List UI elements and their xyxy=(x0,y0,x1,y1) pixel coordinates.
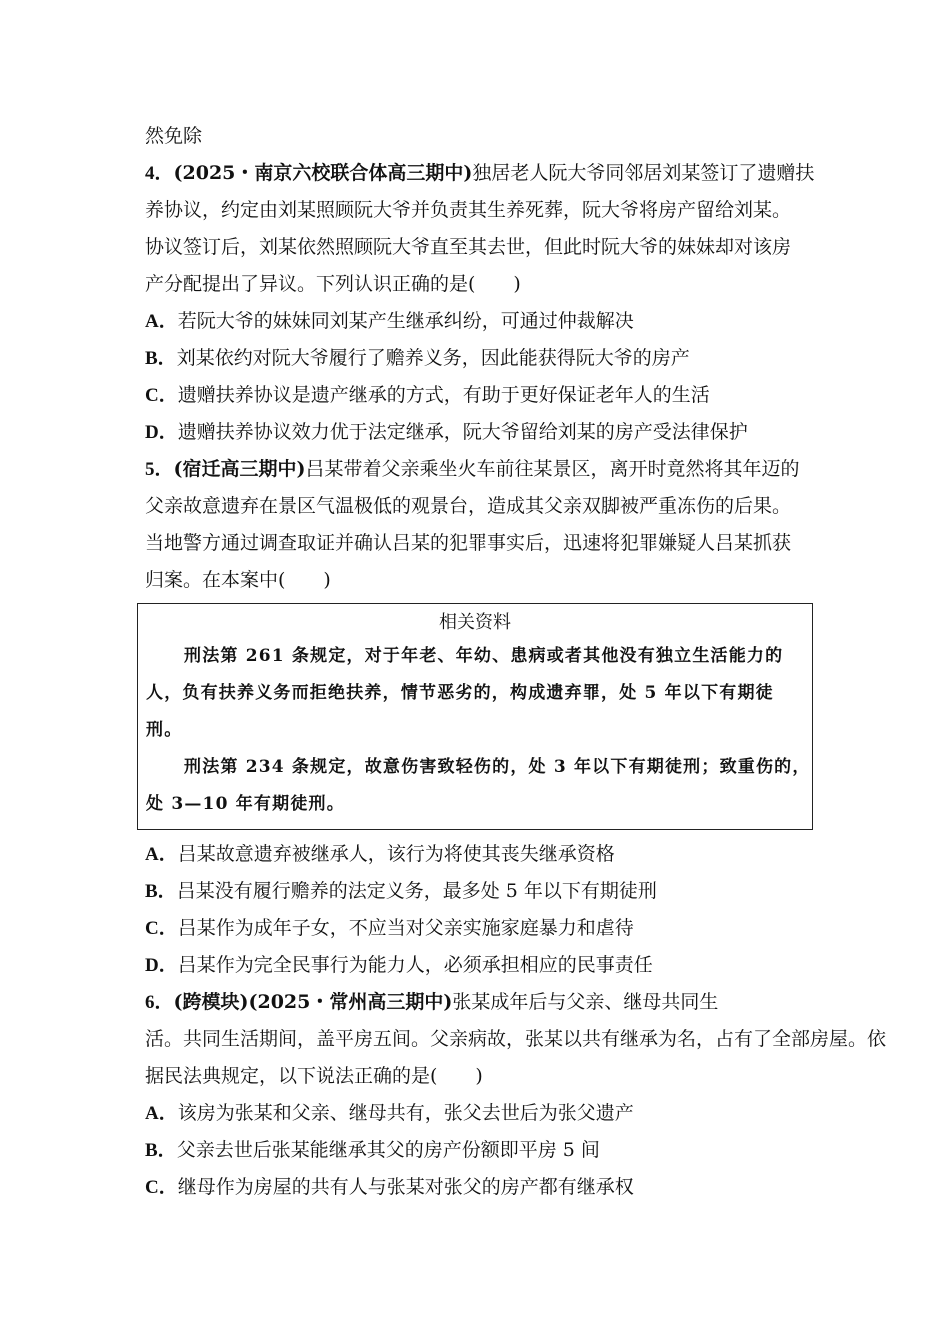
option-letter: C． xyxy=(145,1177,178,1198)
question-6-stem-1: 张某成年后与父亲、继母共同生 xyxy=(452,991,719,1013)
question-4-option-d xyxy=(145,414,815,451)
option-letter: A． xyxy=(145,844,178,865)
question-4-option-a xyxy=(145,303,815,340)
material-box xyxy=(137,603,813,830)
question-5-stem-4: 归案。在本案中( ) xyxy=(145,569,331,591)
material-line: 刑。 xyxy=(146,720,183,740)
option-text: 遗赠扶养协议效力优于法定继承，阮大爷留给刘某的房产受法律保护 xyxy=(177,421,748,443)
question-6-option-a xyxy=(145,1095,815,1132)
question-6 xyxy=(145,984,887,1206)
question-6-option-b xyxy=(145,1132,815,1169)
question-5-option-b xyxy=(145,873,815,910)
question-6-stem-2: 活。共同生活期间，盖平房五间。父亲病故，张某以共有继承为名，占有了全部房屋。依 xyxy=(145,1028,887,1050)
option-letter: D． xyxy=(145,422,178,443)
question-6-option-c xyxy=(145,1169,815,1206)
question-5-line-1 xyxy=(145,451,815,488)
option-text: 遗赠扶养协议是遗产继承的方式，有助于更好保证老年人的生活 xyxy=(177,384,710,406)
question-5-stem-2: 父亲故意遗弃在景区气温极低的观景台，造成其父亲双脚被严重冻伤的后果。 xyxy=(145,495,792,517)
question-6-stem-3: 据民法典规定，以下说法正确的是( ) xyxy=(145,1065,483,1087)
question-5-option-c xyxy=(145,910,815,947)
question-4-stem-1: 独居老人阮大爷同邻居刘某签订了遗赠扶 xyxy=(472,162,815,184)
option-letter: C． xyxy=(145,918,178,939)
question-6-number: 6． xyxy=(145,992,174,1013)
material-line: 处 3—10 年有期徒刑。 xyxy=(146,794,345,814)
option-text: 吕某故意遗弃被继承人，该行为将使其丧失继承资格 xyxy=(177,843,615,865)
question-5-stem-3: 当地警方通过调查取证并确认吕某的犯罪事实后，迅速将犯罪嫌疑人吕某抓获 xyxy=(145,532,792,554)
option-text: 父亲去世后张某能继承其父的房产份额即平房 5 间 xyxy=(176,1139,600,1161)
material-line: 刑法第 234 条规定，故意伤害致轻伤的，处 3 年以下有期徒刑；致重伤的， xyxy=(184,757,811,777)
option-letter: B． xyxy=(145,1140,177,1161)
question-5-number: 5． xyxy=(145,459,174,480)
question-5 xyxy=(145,451,815,984)
question-4-stem-2: 养协议，约定由刘某照顾阮大爷并负责其生养死葬，阮大爷将房产留给刘某。 xyxy=(145,199,792,221)
question-5-option-a xyxy=(145,836,815,873)
option-letter: D． xyxy=(145,955,178,976)
option-letter: A． xyxy=(145,1103,178,1124)
question-5-source: (宿迁高三期中) xyxy=(173,458,306,480)
option-letter: A． xyxy=(145,311,178,332)
option-letter: B． xyxy=(145,881,177,902)
document-page xyxy=(145,118,887,1206)
material-line: 人，负有扶养义务而拒绝扶养，情节恶劣的，构成遗弃罪，处 5 年以下有期徒 xyxy=(146,683,774,703)
intro-tail-text: 然免除 xyxy=(145,125,203,147)
question-4-number: 4． xyxy=(145,163,174,184)
question-4-stem-4: 产分配提出了异议。下列认识正确的是( ) xyxy=(145,273,521,295)
question-4-source: (2025・南京六校联合体高三期中) xyxy=(173,162,473,184)
option-text: 吕某作为完全民事行为能力人，必须承担相应的民事责任 xyxy=(177,954,653,976)
question-5-stem-1: 吕某带着父亲乘坐火车前往某景区，离开时竟然将其年迈的 xyxy=(305,458,800,480)
question-4-stem-3: 协议签订后，刘某依然照顾阮大爷直至其去世，但此时阮大爷的妹妹却对该房 xyxy=(145,236,792,258)
option-text: 继母作为房屋的共有人与张某对张父的房产都有继承权 xyxy=(177,1176,634,1198)
option-text: 刘某依约对阮大爷履行了赡养义务，因此能获得阮大爷的房产 xyxy=(176,347,690,369)
option-text: 若阮大爷的妹妹同刘某产生继承纠纷，可通过仲裁解决 xyxy=(177,310,634,332)
question-4-option-c xyxy=(145,377,815,414)
option-text: 吕某作为成年子女，不应当对父亲实施家庭暴力和虐待 xyxy=(177,917,634,939)
question-5-option-d xyxy=(145,947,815,984)
question-6-source: (跨模块)(2025・常州高三期中) xyxy=(173,991,453,1013)
question-4 xyxy=(145,155,815,451)
material-title: 相关资料 xyxy=(439,612,511,633)
option-text: 该房为张某和父亲、继母共有，张父去世后为张父遗产 xyxy=(177,1102,634,1124)
question-4-line-1 xyxy=(145,155,815,192)
option-letter: C． xyxy=(145,385,178,406)
question-6-line-1 xyxy=(145,984,815,1021)
material-line: 刑法第 261 条规定，对于年老、年幼、患病或者其他没有独立生活能力的 xyxy=(184,646,784,666)
question-4-option-b xyxy=(145,340,815,377)
option-letter: B． xyxy=(145,348,177,369)
option-text: 吕某没有履行赡养的法定义务，最多处 5 年以下有期徒刑 xyxy=(176,880,657,902)
